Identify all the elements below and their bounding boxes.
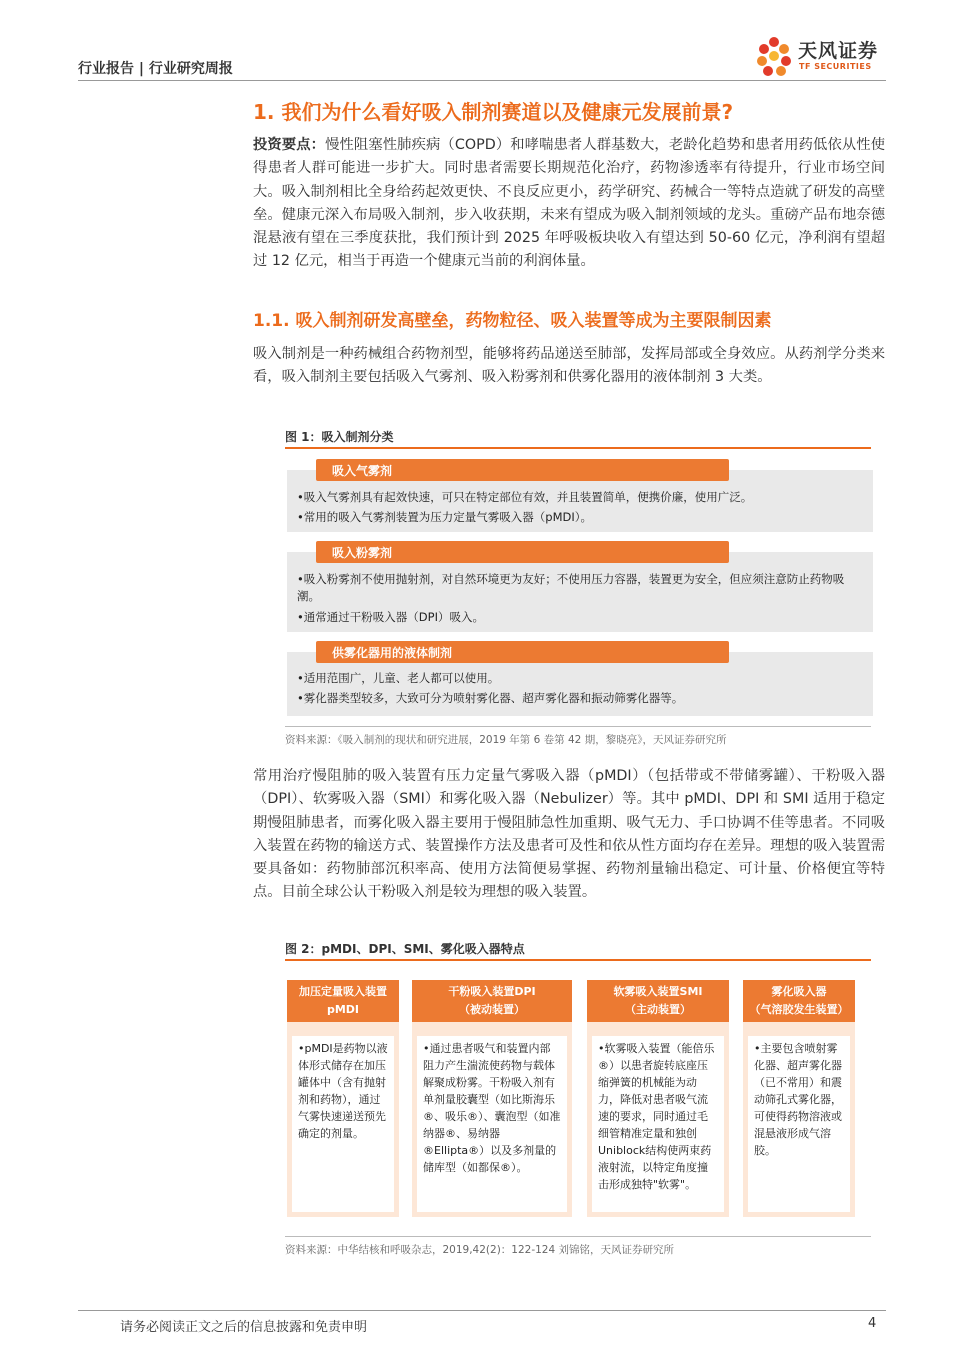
figure1-group1-bullet2: •常用的吸入气雾剂装置为压力定量气雾吸入器（pMDI）。 <box>297 510 592 524</box>
section-title: 1. 我们为什么看好吸入制剂赛道以及健康元发展前景? <box>253 100 734 124</box>
figure1-title: 图 1：吸入制剂分类 <box>285 430 394 444</box>
figure2-col2-header: 干粉吸入装置DPI （被动装置） <box>412 980 572 1022</box>
figure2-bottom-rule <box>285 1236 871 1237</box>
footer-disclaimer: 请务必阅读正文之后的信息披露和免责申明 <box>120 1320 368 1335</box>
figure1-source: 资料来源：《吸入制剂的现状和研究进展，2019 年第 6 卷第 42 期，黎晓亮》，天风证券研究所 <box>285 734 727 746</box>
logo-text-en: TF SECURITIES <box>799 62 872 71</box>
figure1-group3-heading: 供雾化器用的液体制剂 <box>316 641 729 663</box>
figure2-col1-header: 加压定量吸入装置 pMDI <box>287 980 399 1022</box>
summary-text: 慢性阻塞性肺疾病（COPD）和哮喘患者人群基数大，老龄化趋势和患者用药低依从性使得患者人群可能进一步扩大。同时患者需要长期规范化治疗，药物渗透率有待提升，行业市场空间大。吸入制剂相比全身给药起效更快、不良反应更小，药学研究、药械合一等特点造就了研发的高壁垒。健康元深入布局吸入制剂，步入收获期，未来有望成为吸入制剂领域的龙头。重磅产品布地奈德混悬液有望在三季度获批，我们预计到 2025 年呼吸板块收入有望达到 50-60 亿元，净利润有望超过 12 亿元，相当于再造一个健康元当前的利润体量。 <box>253 137 885 270</box>
figure1-bottom-rule <box>285 726 871 727</box>
figure1-group1-heading: 吸入气雾剂 <box>316 459 729 481</box>
footer-divider <box>78 1310 886 1311</box>
figure1-group3-bullet2: •雾化器类型较多，大致可分为喷射雾化器、超声雾化器和振动筛雾化器等。 <box>297 691 684 705</box>
page-number: 4 <box>868 1316 877 1331</box>
figure2-col3-body: •软雾吸入装置（能倍乐®）以患者旋转底座压缩弹簧的机械能为动力，降低对患者吸气流速的要求，同时通过毛细管精准定量和独创Uniblock结构使两束药液射流，以特定角度撞击形成独特"软雾"。 <box>592 1036 724 1212</box>
logo-flower-icon <box>754 34 794 78</box>
figure1-group2-bullet1: •吸入粉雾剂不使用抛射剂，对自然环境更为友好；不使用压力容器，装置更为安全，但应须注意防止药物吸潮。 <box>297 572 845 603</box>
figure1-group2-bullet2: •通常通过干粉吸入器（DPI）吸入。 <box>297 610 484 624</box>
figure1-group2-heading: 吸入粉雾剂 <box>316 541 729 563</box>
figure2-col2-body: •通过患者吸气和装置内部阻力产生湍流使药物与载体解聚成粉雾。干粉吸入剂有单剂量胶囊型（如比斯海乐®、吸乐®）、囊泡型（如准纳器®、易纳器®Ellipta®）以及多剂量的储库型（如都保®）。 <box>417 1036 567 1212</box>
figure2-col4-header: 雾化吸入器 （气溶胶发生装置） <box>743 980 855 1022</box>
summary-label: 投资要点： <box>253 137 326 153</box>
investment-summary <box>253 134 885 274</box>
paragraph-devices: 常用治疗慢阻肺的吸入装置有压力定量气雾吸入器（pMDI）（包括带或不带储雾罐）、干粉吸入器（DPI）、软雾吸入器（SMI）和雾化吸入器（Nebulizer）等。其中 pMDI、DPI 和 SMI 适用于稳定期慢阻肺患者，而雾化吸入器主要用于慢阻肺急性加重期、吸气无力、手口协调不佳等患者。不同吸入装置在药物的输送方式、装置操作方法及患者可及性和依从性方面均存在差异。理想的吸入装置需要具备如：药物肺部沉积率高、使用方法简便易掌握、药物剂量输出稳定、可计量、价格便宜等特点。目前全球公认干粉吸入剂是较为理想的吸入装置。 <box>253 768 885 901</box>
report-category: 行业报告 | 行业研究周报 <box>78 61 233 77</box>
header-divider <box>78 80 886 81</box>
figure1-top-rule <box>285 447 871 449</box>
subsection-title: 1.1. 吸入制剂研发高壁垒，药物粒径、吸入装置等成为主要限制因素 <box>253 311 772 331</box>
company-logo <box>752 32 892 80</box>
figure1-group3-bullet1: •适用范围广，儿童、老人都可以使用。 <box>297 671 500 685</box>
figure2-title: 图 2：pMDI、DPI、SMI、雾化吸入器特点 <box>285 942 525 956</box>
figure2-col4-body: •主要包含喷射雾化器、超声雾化器（已不常用）和震动筛孔式雾化器，可使得药物溶液或混悬液形成气溶胶。 <box>748 1036 850 1212</box>
figure1-group1-bullet1: •吸入气雾剂具有起效快速，可只在特定部位有效，并且装置简单，便携价廉，使用广泛。 <box>297 490 753 504</box>
figure2-col1-body: •pMDI是药物以液体形式储存在加压罐体中（含有抛射剂和药物），通过气雾快速递送预先确定的剂量。 <box>292 1036 394 1212</box>
logo-text-cn: 天风证券 <box>798 40 879 62</box>
figure2-top-rule <box>285 959 871 961</box>
figure2-col3-header: 软雾吸入装置SMI （主动装置） <box>587 980 729 1022</box>
paragraph-intro: 吸入制剂是一种药械组合药物剂型，能够将药品递送至肺部，发挥局部或全身效应。从药剂学分类来看，吸入制剂主要包括吸入气雾剂、吸入粉雾剂和供雾化器用的液体制剂 3 大类。 <box>253 346 885 386</box>
figure2-source: 资料来源：中华结核和呼吸杂志，2019,42(2)：122-124 刘锦铭，天风证券研究所 <box>285 1244 675 1256</box>
